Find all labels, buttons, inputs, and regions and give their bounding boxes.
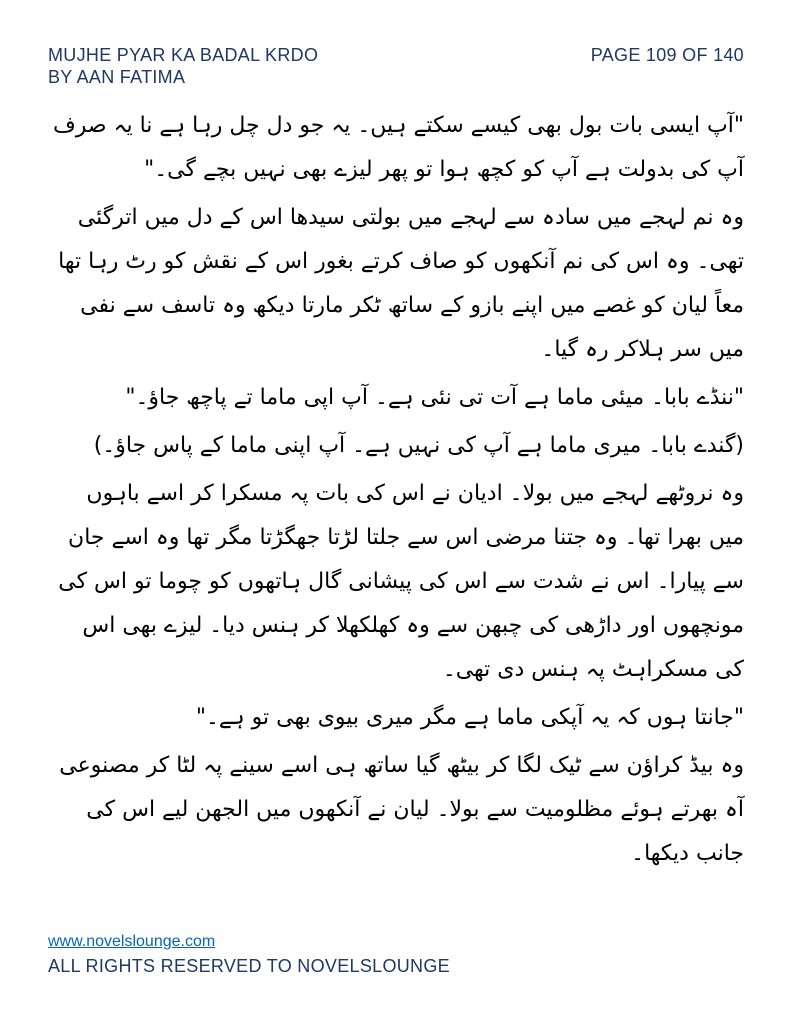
paragraph: وہ نروٹھے لہجے میں بولا۔ ادیان نے اس کی بات پہ مسکرا کر اسے باہوں میں بھرا تھا۔ وہ جتنا مرضی اس سے جلتا لڑتا جھگڑتا مگر تھا وہ اسے جان سے پیارا۔ اس نے شدت سے اس کی پیشانی گال ہاتھوں کو چوما تو اس کی مونچھوں اور داڑھی کی چبھن سے وہ کھلکھلا کر ہنس دیا۔ لیزے بھی اس کی مسکراہٹ پہ ہنس دی تھی۔ <box>58 481 744 682</box>
paragraph: (گندے بابا۔ میری ماما ہے آپ کی نہیں ہے۔ آپ اپنی ماما کے پاس جاؤ۔) <box>93 433 744 458</box>
page-body <box>48 104 744 880</box>
author-line: BY AAN FATIMA <box>48 67 186 87</box>
paragraph: "جانتا ہوں کہ یہ آپکی ماما ہے مگر میری بیوی بھی تو ہے۔" <box>195 705 744 730</box>
page-number: PAGE 109 OF 140 <box>590 45 744 65</box>
rights-notice: ALL RIGHTS RESERVED TO NOVELSLOUNGE <box>48 956 450 976</box>
document-header <box>48 44 428 88</box>
paragraph: "ننڈے بابا۔ میئی ماما ہے آت تی نئی ہے۔ آپ اپی ماما تے پاچھ جاؤ۔" <box>125 385 744 410</box>
novel-title: MUJHE PYAR KA BADAL KRDO <box>48 45 319 65</box>
paragraph: وہ نم لہجے میں سادہ سے لہجے میں بولتی سیدھا اس کے دل میں اترگئی تھی۔ وہ اس کی نم آنکھوں کو صاف کرتے بغور اس کے نقش کو رٹ رہا تھا معاً لیان کو غصے میں اپنے بازو کے ساتھ ٹکر مارتا دیکھ وہ تاسف سے نفی میں سر ہلاکر رہ گیا۔ <box>58 205 744 362</box>
document-footer <box>48 932 548 978</box>
website-link[interactable]: www.novelslounge.com <box>48 933 216 950</box>
paragraph: "آپ ایسی بات بول بھی کیسے سکتے ہیں۔ یہ جو دل چل رہا ہے نا یہ صرف آپ کی بدولت ہے آپ کو کچھ ہوا تو پھر لیزے بھی نہیں بچے گی۔" <box>52 113 744 182</box>
paragraph: وہ بیڈ کراؤن سے ٹیک لگا کر بیٹھ گیا ساتھ ہی اسے سینے پہ لٹا کر مصنوعی آہ بھرتے ہوئے مظلومیت سے بولا۔ لیان نے آنکھوں میں الجھن لیے اس کی جانب دیکھا۔ <box>59 753 744 866</box>
